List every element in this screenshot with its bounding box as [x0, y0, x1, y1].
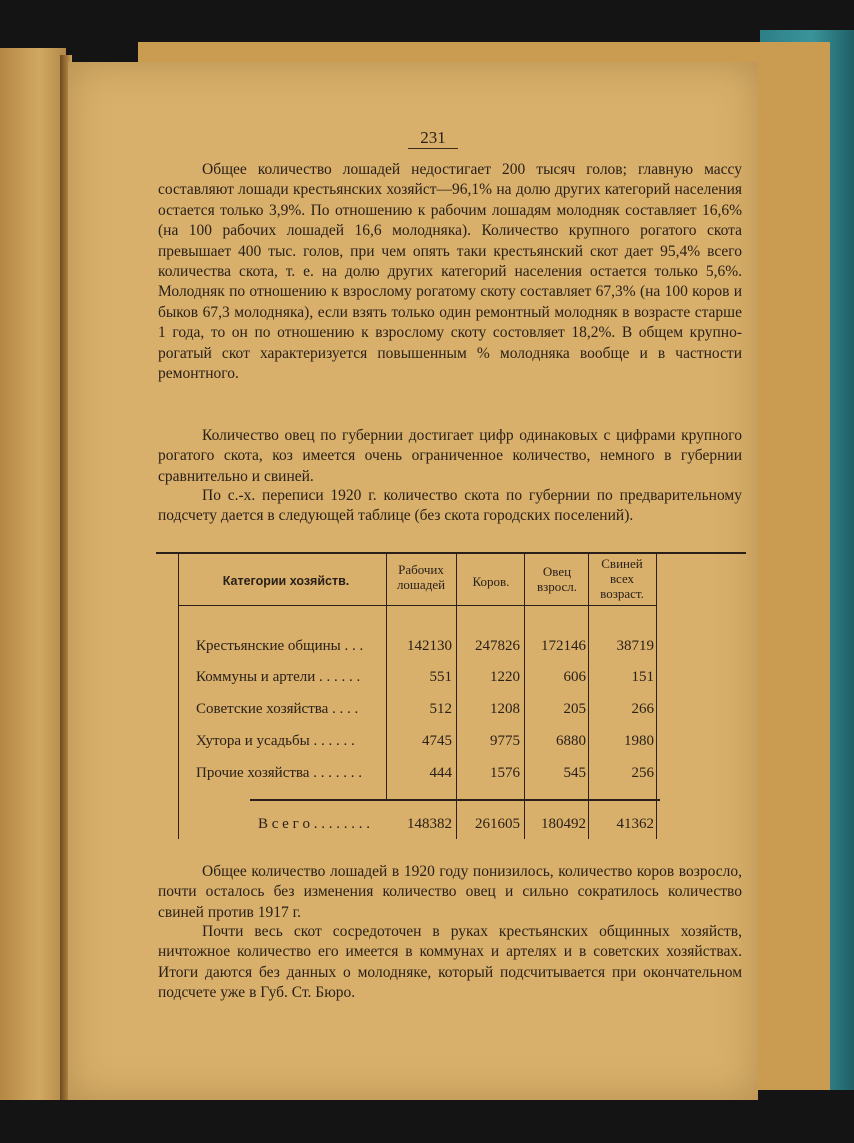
table-header-pigs: Свиней всех возраст. — [600, 556, 644, 601]
cell-sheep: 172146 — [541, 638, 586, 654]
table-header-sheep: Овец взросл. — [536, 564, 578, 594]
table-top-rule — [156, 552, 746, 554]
cell-cows: 1576 — [490, 765, 520, 781]
cell-sheep: 6880 — [556, 733, 586, 749]
cell-horses: 551 — [429, 669, 452, 685]
total-label: В с е г о . . . . . . . . — [258, 816, 370, 832]
table-left-rule — [178, 554, 179, 839]
table-col-rule — [524, 554, 525, 839]
paragraph-3: По с.-х. переписи 1920 г. количество скота по губернии по предварительному подсчету дается в следующей таблице (без скота городских поселений). — [158, 487, 742, 525]
book-page — [68, 62, 758, 1100]
cell-pigs: 151 — [631, 669, 654, 685]
row-label: Крестьянские общины . . . — [196, 638, 364, 654]
cell-sheep: 545 — [563, 765, 586, 781]
cell-pigs: 256 — [631, 765, 654, 781]
table-right-rule — [656, 554, 657, 839]
row-label: Коммуны и артели . . . . . . — [196, 669, 361, 685]
paragraph-5: Почти весь скот сосредоточен в руках крестьянских общинных хозяйств, ничтожное количество его имеется в коммунах и артелях и в советских хозяйствах. Итоги даются без данных о молодняке, который подсчитывается при окончательном подсчете уже в Губ. Ст. Бюро. — [158, 923, 742, 1002]
cell-cows: 1208 — [490, 701, 520, 717]
table-col-rule — [456, 554, 457, 839]
table-sum-rule — [250, 799, 660, 801]
total-horses: 148382 — [407, 816, 452, 832]
row-label: Советские хозяйства . . . . — [196, 701, 359, 717]
cell-horses: 142130 — [407, 638, 452, 654]
cell-cows: 247826 — [475, 638, 520, 654]
cell-sheep: 205 — [563, 701, 586, 717]
cell-cows: 1220 — [490, 669, 520, 685]
page-number: 231 — [408, 128, 458, 149]
cell-horses: 512 — [429, 701, 452, 717]
row-label: Прочие хозяйства . . . . . . . — [196, 765, 362, 781]
cell-horses: 4745 — [422, 733, 452, 749]
table-col-rule — [588, 554, 589, 839]
paragraph-4: Общее количество лошадей в 1920 году понизилось, количество коров возросло, почти осталось без изменения количество овец и сильно сократилось количество свиней против 1917 г. — [158, 863, 742, 921]
paragraph-2: Количество овец по губернии достигает цифр одинаковых с цифрами крупного рогатого скота, коз имеется очень ограниченное количество, немного в губернии сравнительно и свиней. — [158, 427, 742, 485]
table-header-rule — [178, 605, 656, 606]
cell-pigs: 1980 — [624, 733, 654, 749]
total-pigs: 41362 — [616, 816, 654, 832]
left-page-edge — [0, 48, 66, 1100]
table-col-rule — [386, 554, 387, 799]
total-sheep: 180492 — [541, 816, 586, 832]
total-cows: 261605 — [475, 816, 520, 832]
table-header-category: Категории хозяйств. — [222, 574, 350, 588]
cell-cows: 9775 — [490, 733, 520, 749]
row-label: Хутора и усадьбы . . . . . . — [196, 733, 355, 749]
cell-horses: 444 — [429, 765, 452, 781]
table-header-horses: Рабочих лошадей — [396, 562, 446, 592]
paragraph-1: Общее количество лошадей недостигает 200 тысяч голов; главную массу составляют лошади крестьянских хозяйст—96,1% на долю других категорий населения остается только 3,9%. По отношению к рабочим лошадям молодняк составляет 16,6% (на 100 рабочих лошадей 16,6 молодняка). Количество крупного рогатого скота превышает 400 тыс. голов, при чем опять таки крестьянский скот дает 95,4% всего количества скота, т. е. на долю других категорий населения остается только 5,6%. Молодняк по отношению к взрослому рогатому скоту составляет 67,3% (на 100 коров и быков 67,3 молодняка), если взять только один ремонтный молодняк в возрасте старше 1 года, то он по отношению к взрослому скоту состовляет 18,2%. В общем крупно-рогатый скот характеризуется повышенным % молодняка вообще и в частности ремонтного. — [158, 161, 742, 383]
table-header-cows: Коров. — [472, 574, 510, 589]
cell-sheep: 606 — [563, 669, 586, 685]
cell-pigs: 38719 — [616, 638, 654, 654]
cell-pigs: 266 — [631, 701, 654, 717]
